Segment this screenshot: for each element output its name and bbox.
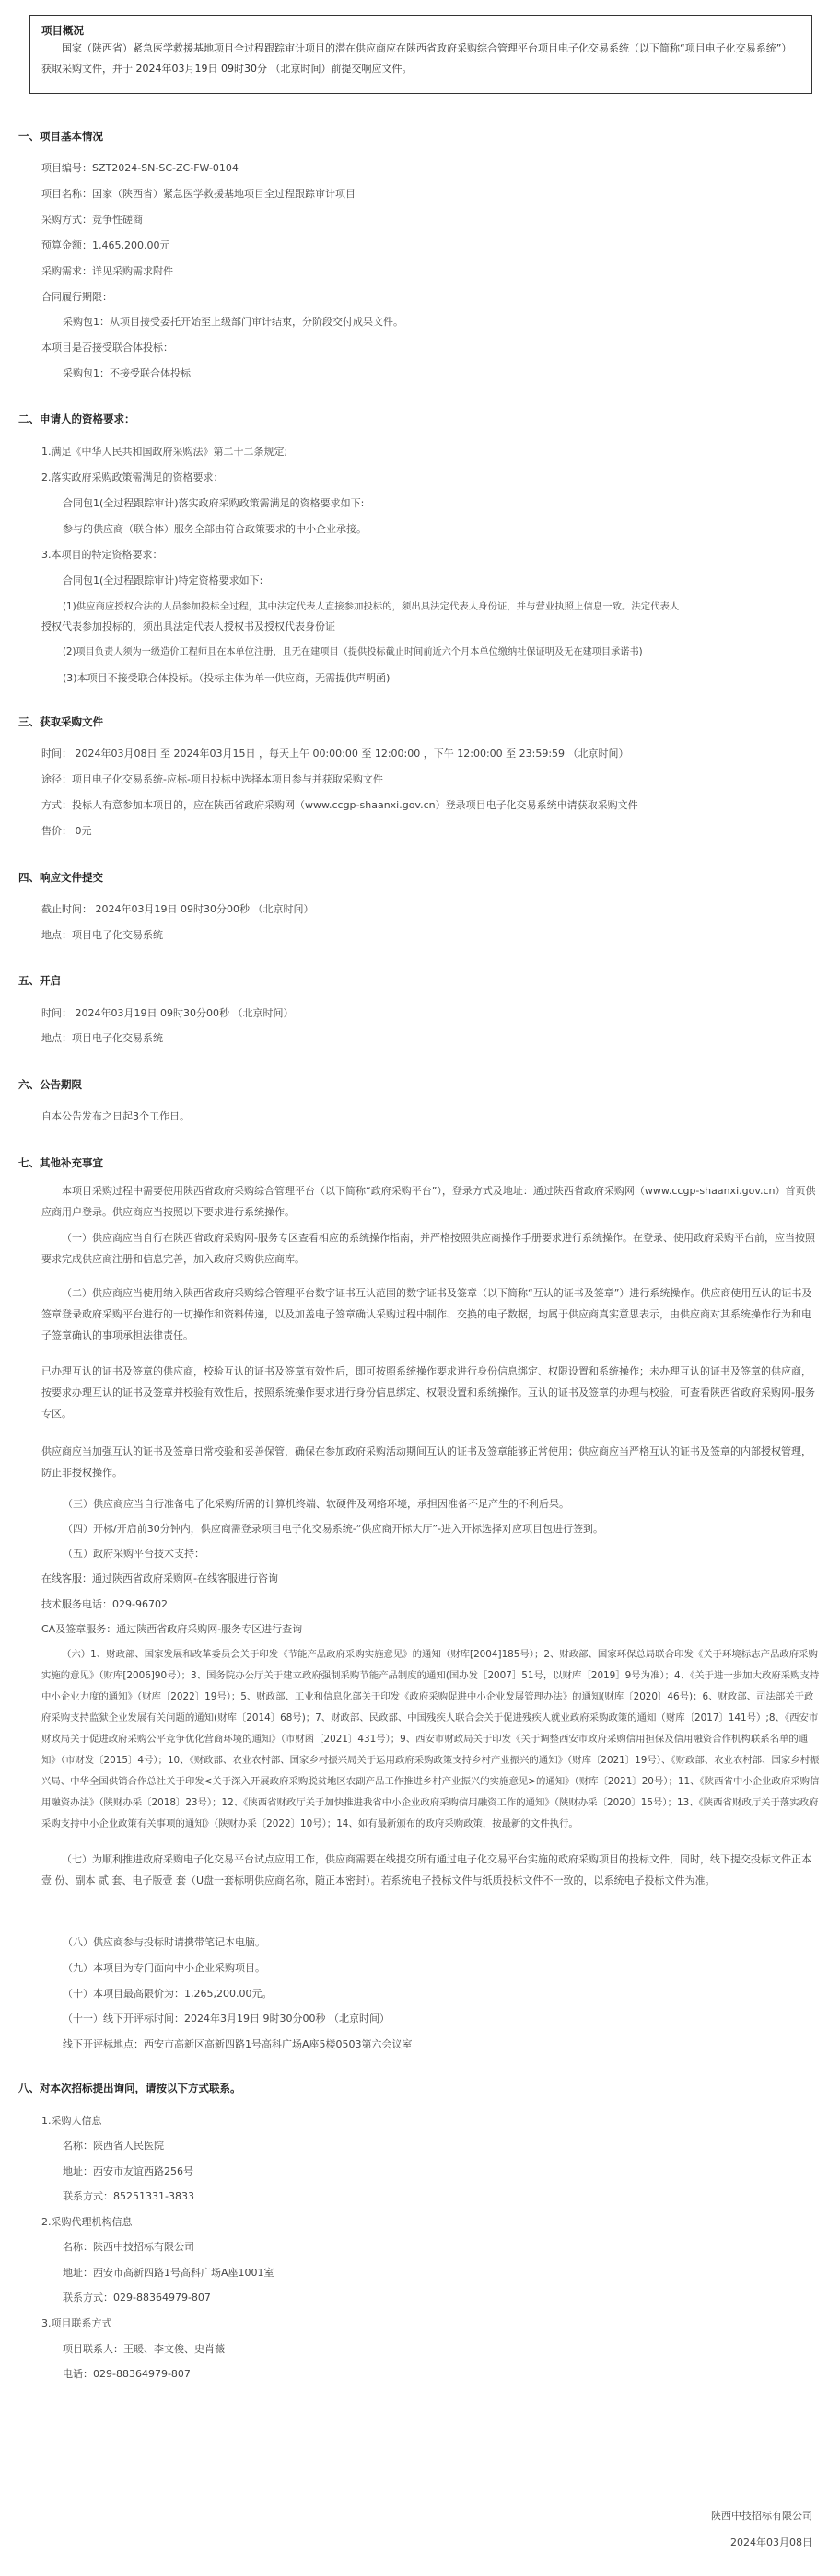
overview-box (29, 15, 812, 94)
supp-paragraph: （二）供应商应当使用纳入陕西省政府采购综合管理平台数字证书互认范围的数字证书及签章（以下简称“互认的证书及签章”）进行系统操作。供应商使用互认的证书及签章登录政府采购平台进行的一切操作和资料传递，以及加盖电子签章确认采购过程中制作、交换的电子数据，均属于供应商真实意思表示，由供应商对其系统操作行为和电子签章确认的事项承担法律责任。 (41, 1287, 812, 1341)
purchaser-phone: 联系方式：85251331-3833 (63, 2190, 194, 2202)
supp-paragraph: （九）本项目为专门面向中小企业采购项目。 (63, 1962, 265, 1974)
consortium-label: 本项目是否接受联合体投标： (41, 342, 173, 354)
supp-paragraph: （七）为顺利推进政府采购电子化交易平台试点应用工作，供应商需要在线提交所有通过电子化交易平台实施的政府采购项目的投标文件，同时，线下提交投标文件正本 壹 份、副本 贰 套、电子版壹 套（U盘一套标明供应商名称，随正本密封）。若系统电子投标文件与纸质投标文件不一致的，以系统电子投标文件为准。 (41, 1853, 811, 1886)
overview-text: 国家（陕西省）紧急医学救援基地项目全过程跟踪审计项目的潜在供应商应在陕西省政府采购综合管理平台项目电子化交易系统（以下简称“项目电子化交易系统”）获取采购文件，并于 2024年03月19日 09时30分 （北京时间）前提交响应文件。 (41, 42, 792, 75)
footer-date: 2024年03月08日 (730, 2536, 812, 2548)
consortium-package1: 采购包1：不接受联合体投标 (63, 367, 191, 379)
support-online: 在线客服：通过陕西省政府采购网-在线客服进行咨询 (41, 1572, 278, 1584)
qual-line: (1)供应商应授权合法的人员参加投标全过程，其中法定代表人直接参加投标的，须出具法定代表人身份证，并与营业执照上信息一致。法定代表人 (63, 601, 680, 612)
offline-location: 线下开评标地点：西安市高新区高新四路1号高科广场A座5楼0503第六会议室 (63, 2038, 413, 2050)
section-title-contacts: 八、对本次招标提出询问，请按以下方式联系。 (18, 2082, 241, 2094)
supp-paragraph: 供应商应当加强互认的证书及签章日常校验和妥善保管，确保在参加政府采购活动期间互认的证书及签章能够正常使用；供应商应当严格互认的证书及签章的内部授权管理，防止非授权操作。 (41, 1445, 811, 1479)
opening-location: 地点：项目电子化交易系统 (41, 1032, 163, 1044)
project-phone: 电话：029-88364979-807 (63, 2368, 191, 2380)
agency-name: 名称：陕西中技招标有限公司 (63, 2241, 194, 2253)
supp-paragraph: （三）供应商应当自行准备电子化采购所需的计算机终端、软硬件及网络环境，承担因准备不足产生的不利后果。 (63, 1498, 569, 1510)
supp-paragraph: 已办理互认的证书及签章的供应商，校验互认的证书及签章有效性后，即可按照系统操作要求进行身份信息绑定、权限设置和系统操作；未办理互认的证书及签章的供应商，按要求办理互认的证书及签章并校验有效性后，按照系统操作要求进行身份信息绑定、权限设置和系统操作。互认的证书及签章的办理与校验，可查看陕西省政府采购网-服务专区。 (41, 1365, 815, 1420)
footer-company: 陕西中技招标有限公司 (711, 2510, 812, 2522)
obtain-method: 方式：投标人有意参加本项目的，应在陕西省政府采购网（www.ccgp-shaanxi.gov.cn）登录项目电子化交易系统申请获取采购文件 (41, 799, 638, 811)
section-title-opening: 五、开启 (18, 974, 61, 987)
max-price: （十）本项目最高限价为：1,265,200.00元。 (63, 1988, 273, 2000)
purchaser-address: 地址：西安市友谊西路256号 (63, 2165, 193, 2177)
obtain-time: 时间： 2024年03月08日 至 2024年03月15日 ，每天上午 00:00:00 至 12:00:00 ，下午 12:00:00 至 23:59:59 （北京时间） (41, 748, 629, 760)
section-title-basic-info: 一、项目基本情况 (18, 130, 103, 143)
section-title-submission: 四、响应文件提交 (18, 871, 103, 884)
contact-group-title: 1.采购人信息 (41, 2115, 102, 2127)
qual-line: 2.落实政府采购政策需满足的资格要求： (41, 471, 224, 483)
notice-period: 自本公告发布之日起3个工作日。 (41, 1110, 190, 1122)
obtain-channel: 途径：项目电子化交易系统-应标-项目投标中选择本项目参与并获取采购文件 (41, 773, 383, 785)
support-phone: 技术服务电话：029-96702 (41, 1598, 168, 1610)
policy-paragraph: （六）1、财政部、国家发展和改革委员会关于印发《节能产品政府采购实施意见》的通知（财库[2004]185号）；2、财政部、国家环保总局联合印发《关于环境标志产品政府采购实施的意见》（财库[2006]90号）；3、国务院办公厅关于建立政府强制采购节能产品制度的通知(国办发［2007］51号，以财库［2019］9号为准）；4、《关于进一步加大政府采购支持中小企业力度的通知》（财库〔2022〕19号）；5、财政部、工业和信息化部关于印发《政府采购促进中小企业发展管理办法》的通知(财库〔2020〕46号)；6、财政部、司法部关于政府采购支持监狱企业发展有关问题的通知(财库〔2014〕68号)；7、财政部、民政部、中国残疾人联合会关于促进残疾人就业政府采购政策的通知（财库〔2017〕141号）;8、《西安市财政局关于促进政府采购公平竞争优化营商环境的通知》（市财函〔2021〕431号）；9、西安市财政局关于印发《关于调整西安市政府采购信用担保及信用融资合作机构联系名单的通知》（市财发〔2015〕4号）；10、《财政部、农业农村部、国家乡村振兴局关于运用政府采购政策支持乡村产业振兴的通知》（财库〔2021〕19号）、《财政部、农业农村部、国家乡村振兴局、中华全国供销合作总社关于印发<关于深入开展政府采购脱贫地区农副产品工作推进乡村产业振兴的实施意见>的通知》（财库〔2021〕20号）；11、《陕西省中小企业政府采购信用融资办法》（陕财办采〔2018〕23号）；12、《陕西省财政厅关于加快推进我省中小企业政府采购信用融资工作的通知》（陕财办采〔2020〕15号）；13、《陕西省财政厅关于落实政府采购支持中小企业政策有关事项的通知》（陕财办采〔2022〕10号）；14、如有最新颁布的政府采购政策，按最新的文件执行。 (41, 1649, 820, 1829)
contact-group-title: 2.采购代理机构信息 (41, 2216, 133, 2228)
agency-phone: 联系方式：029-88364979-807 (63, 2292, 211, 2303)
procurement-requirement: 采购需求：详见采购需求附件 (41, 265, 173, 277)
project-contacts: 项目联系人：王暖、李文俊、史肖薇 (63, 2343, 225, 2355)
procurement-method: 采购方式：竞争性磋商 (41, 214, 143, 226)
qual-line: 3.本项目的特定资格要求： (41, 549, 163, 561)
qual-line: 参与的供应商（联合体）服务全部由符合政策要求的中小企业承接。 (63, 523, 367, 535)
section-title-qualifications: 二、申请人的资格要求： (18, 412, 135, 425)
submission-location: 地点：项目电子化交易系统 (41, 929, 163, 941)
section-title-obtain-documents: 三、获取采购文件 (18, 715, 103, 728)
contract-period-package1: 采购包1：从项目接受委托开始至上级部门审计结束，分阶段交付成果文件。 (63, 316, 403, 328)
qual-line: 1.满足《中华人民共和国政府采购法》第二十二条规定; (41, 446, 288, 458)
submission-deadline: 截止时间： 2024年03月19日 09时30分00秒 （北京时间） (41, 903, 314, 915)
support-ca: CA及签章服务：通过陕西省政府采购网-服务专区进行查询 (41, 1623, 303, 1635)
supp-paragraph: 本项目采购过程中需要使用陕西省政府采购综合管理平台（以下简称“政府采购平台”），登录方式及地址：通过陕西省政府采购网（www.ccgp-shaanxi.gov.cn）首页供应商用户登录。供应商应当按照以下要求进行系统操作。 (41, 1185, 816, 1218)
offline-time: （十一）线下开评标时间：2024年3月19日 9时30分00秒 （北京时间） (63, 2013, 390, 2025)
qual-line: 合同包1(全过程跟踪审计)特定资格要求如下: (63, 574, 263, 586)
project-name: 项目名称：国家（陕西省）紧急医学救援基地项目全过程跟踪审计项目 (41, 188, 356, 200)
budget-amount: 预算金额：1,465,200.00元 (41, 239, 170, 251)
contract-period-label: 合同履行期限： (41, 291, 112, 303)
project-number: 项目编号：SZT2024-SN-SC-ZC-FW-0104 (41, 162, 239, 174)
qual-line: (2)项目负责人须为一级造价工程师且在本单位注册，且无在建项目（提供投标截止时间前近六个月本单位缴纳社保证明及无在建项目承诺书) (63, 647, 643, 657)
supp-paragraph: （八）供应商参与投标时请携带笔记本电脑。 (63, 1936, 265, 1948)
section-title-notice-period: 六、公告期限 (18, 1078, 82, 1091)
overview-title: 项目概况 (41, 24, 84, 37)
qual-line: 授权代表参加投标的，须出具法定代表人授权书及授权代表身份证 (41, 621, 335, 632)
section-title-supplementary: 七、其他补充事宜 (18, 1156, 103, 1169)
opening-time: 时间： 2024年03月19日 09时30分00秒 （北京时间） (41, 1007, 294, 1019)
agency-address: 地址：西安市高新四路1号高科广场A座1001室 (63, 2267, 274, 2279)
supp-paragraph: （一）供应商应当自行在陕西省政府采购网-服务专区查看相应的系统操作指南，并严格按照供应商操作手册要求进行系统操作。在登录、使用政府采购平台前，应当按照要求完成供应商注册和信息完善，加入政府采购供应商库。 (41, 1232, 815, 1265)
supp-paragraph: （五）政府采购平台技术支持： (63, 1548, 204, 1560)
purchaser-name: 名称：陕西省人民医院 (63, 2140, 164, 2152)
obtain-price: 售价： 0元 (41, 825, 92, 837)
supp-paragraph: （四）开标/开启前30分钟内，供应商需登录项目电子化交易系统-“供应商开标大厅”-进入开标选择对应项目包进行签到。 (63, 1523, 604, 1535)
contact-group-title: 3.项目联系方式 (41, 2317, 112, 2329)
qual-line: (3)本项目不接受联合体投标。（投标主体为单一供应商，无需提供声明函) (63, 672, 391, 684)
qual-line: 合同包1(全过程跟踪审计)落实政府采购政策需满足的资格要求如下: (63, 497, 365, 509)
